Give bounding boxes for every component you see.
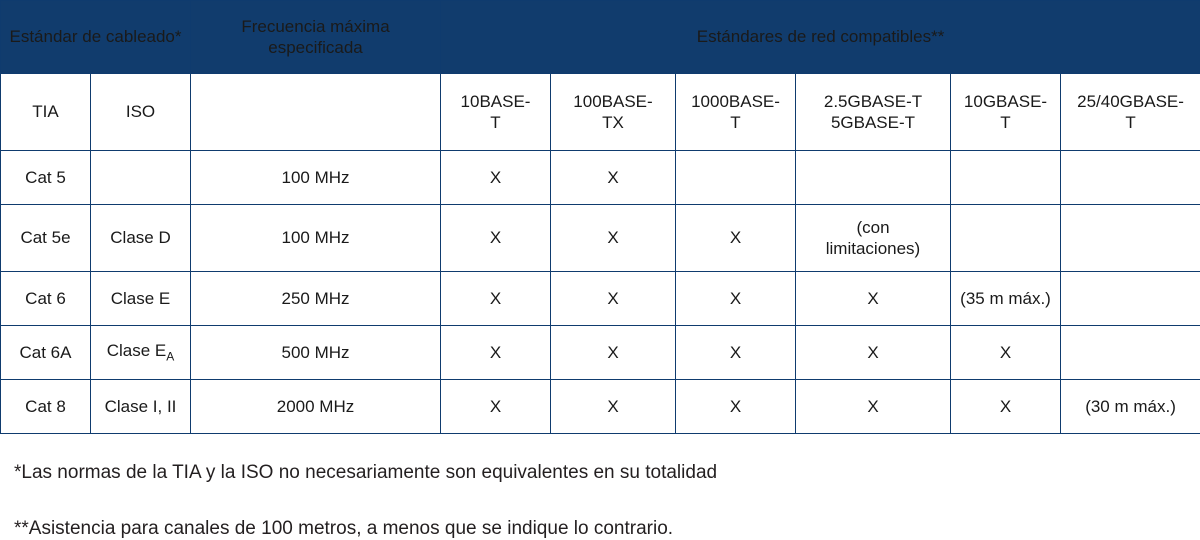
cell-tia: Cat 6A (1, 326, 91, 380)
header-network-standards: Estándares de red compatibles** (441, 1, 1200, 74)
cell-iso (91, 151, 191, 205)
cell-2.5g-5g: X (796, 272, 951, 326)
cell-2.5g-5g (796, 151, 951, 205)
subheader-100base-tx-line2: TX (557, 112, 669, 133)
cell-iso: Clase I, II (91, 380, 191, 434)
header-group-row (1, 1, 1200, 74)
cell-25-40gbase-t (1061, 272, 1200, 326)
cell-25-40gbase-t (1061, 326, 1200, 380)
cell-2.5g-5g-line2: limitaciones) (802, 238, 944, 259)
footnotes (0, 462, 1200, 540)
subheader-10base-t (441, 74, 551, 151)
table-row (1, 326, 1200, 380)
cell-10gbase-t: (35 m máx.) (951, 272, 1061, 326)
cell-frequency: 2000 MHz (191, 380, 441, 434)
cell-1000base-t: X (676, 272, 796, 326)
cell-tia: Cat 5e (1, 205, 91, 272)
cell-2.5g-5g-line1: (con (802, 217, 944, 238)
table-body (1, 74, 1200, 434)
cell-1000base-t (676, 151, 796, 205)
cell-2.5g-5g: X (796, 326, 951, 380)
subheader-1000base-t-line1: 1000BASE- (682, 91, 789, 112)
subheader-tia: TIA (1, 74, 91, 151)
subheader-iso: ISO (91, 74, 191, 151)
cell-10gbase-t: X (951, 380, 1061, 434)
cell-100base-tx: X (551, 151, 676, 205)
cell-25-40gbase-t (1061, 151, 1200, 205)
header-cabling-standard: Estándar de cableado* (1, 1, 191, 74)
cell-2.5g-5g (796, 205, 951, 272)
cell-frequency: 100 MHz (191, 205, 441, 272)
subheader-1000base-t-line2: T (682, 112, 789, 133)
subheader-frequency-blank (191, 74, 441, 151)
cell-10base-t: X (441, 205, 551, 272)
cell-10base-t: X (441, 380, 551, 434)
cell-iso: Clase D (91, 205, 191, 272)
cell-100base-tx: X (551, 205, 676, 272)
cell-frequency: 500 MHz (191, 326, 441, 380)
subheader-5gbase-t: 5GBASE-T (802, 112, 944, 133)
subheader-25-40gbase-t (1061, 74, 1200, 151)
subheader-10base-t-line2: T (447, 112, 544, 133)
cell-frequency: 100 MHz (191, 151, 441, 205)
cell-25-40gbase-t (1061, 205, 1200, 272)
cell-1000base-t: X (676, 326, 796, 380)
cell-25-40gbase-t: (30 m máx.) (1061, 380, 1200, 434)
subheader-10base-t-line1: 10BASE- (447, 91, 544, 112)
table-row (1, 151, 1200, 205)
cell-iso (91, 326, 191, 380)
subheader-2.5gbase-t: 2.5GBASE-T (802, 91, 944, 112)
cell-100base-tx: X (551, 326, 676, 380)
cell-iso-label: Clase E (107, 341, 167, 360)
subheader-2.5g-5g (796, 74, 951, 151)
subheader-100base-tx (551, 74, 676, 151)
subheader-100base-tx-line1: 100BASE- (557, 91, 669, 112)
cell-1000base-t: X (676, 205, 796, 272)
cell-frequency: 250 MHz (191, 272, 441, 326)
cell-10gbase-t (951, 205, 1061, 272)
subheader-10gbase-t-line1: 10GBASE- (957, 91, 1054, 112)
header-max-frequency: Frecuencia máxima especificada (191, 1, 441, 74)
cell-100base-tx: X (551, 380, 676, 434)
subheader-10gbase-t (951, 74, 1061, 151)
footnote-1: *Las normas de la TIA y la ISO no necesariamente son equivalentes en su totalidad (0, 462, 1200, 484)
cell-iso: Clase E (91, 272, 191, 326)
table-row (1, 205, 1200, 272)
cell-tia: Cat 8 (1, 380, 91, 434)
cell-10gbase-t (951, 151, 1061, 205)
subheader-25-40gbase-t-line1: 25/40GBASE- (1067, 91, 1194, 112)
table-header (1, 1, 1200, 74)
cell-10base-t: X (441, 272, 551, 326)
cell-2.5g-5g: X (796, 380, 951, 434)
subheader-10gbase-t-line2: T (957, 112, 1054, 133)
cell-10base-t: X (441, 151, 551, 205)
table-row (1, 272, 1200, 326)
cell-10gbase-t: X (951, 326, 1061, 380)
footnote-2: **Asistencia para canales de 100 metros, a menos que se indique lo contrario. (0, 518, 1200, 540)
cell-iso-subscript: A (166, 350, 174, 364)
table-row (1, 380, 1200, 434)
subheader-25-40gbase-t-line2: T (1067, 112, 1194, 133)
subheader-row (1, 74, 1200, 151)
cell-100base-tx: X (551, 272, 676, 326)
cell-1000base-t: X (676, 380, 796, 434)
cell-10base-t: X (441, 326, 551, 380)
cell-tia: Cat 6 (1, 272, 91, 326)
cell-tia: Cat 5 (1, 151, 91, 205)
subheader-1000base-t (676, 74, 796, 151)
